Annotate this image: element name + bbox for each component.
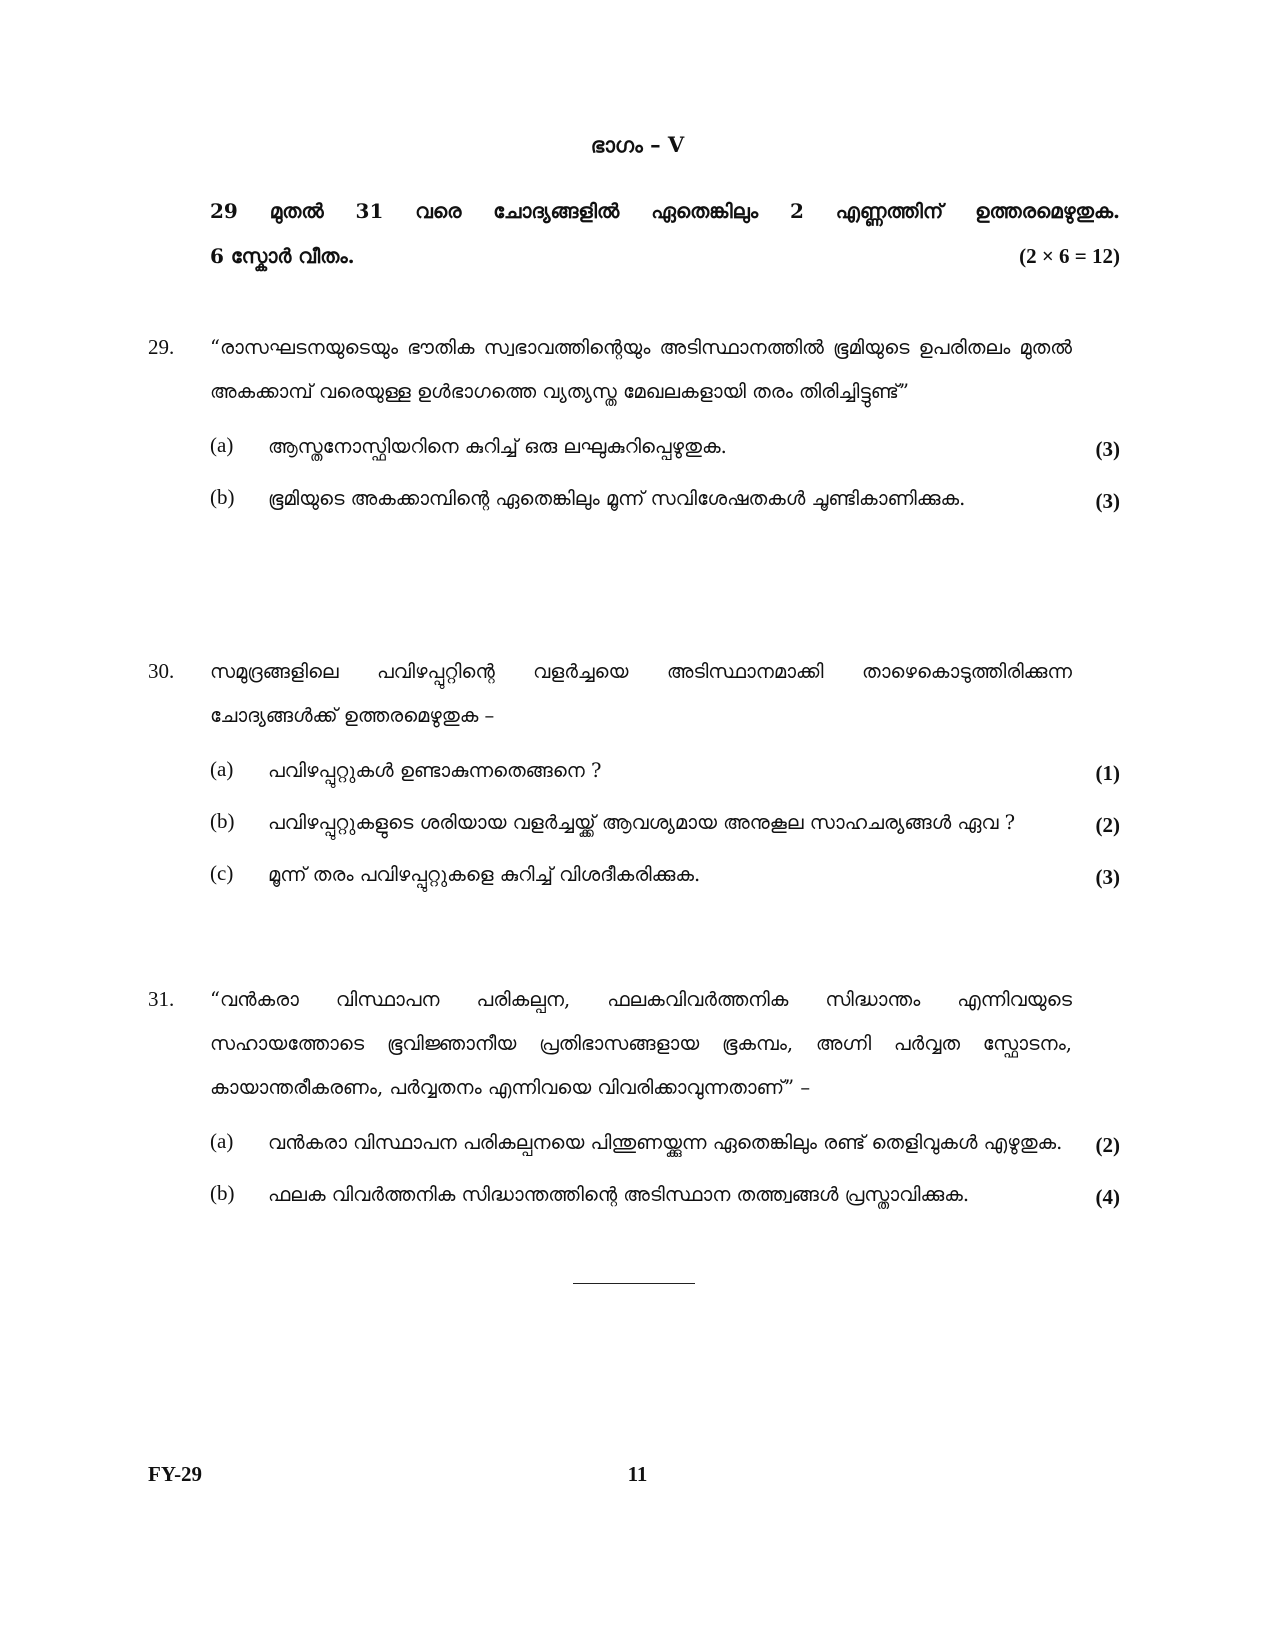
- subquestion-text: പവിഴപ്പുറ്റുകളുടെ ശരിയായ വളർച്ചയ്ക്ക് ആവശ്യമായ അനുകൂല സാഹചര്യങ്ങൾ ഏവ ?: [268, 811, 1016, 834]
- question-29: [148, 326, 1120, 522]
- question-text: “വൻകരാ വിസ്ഥാപന പരികല്പന, ഫലകവിവർത്തനിക സിദ്ധാന്തം എന്നിവയുടെ സഹായത്തോടെ ഭൂവിജ്ഞാനീയ പ്രതിഭാസങ്ങളായ ഭൂകമ്പം, അഗ്നി പർവ്വത സ്ഫോടനം, കായാന്തരീകരണം, പർവ്വതനം എന്നിവയെ വിവരിക്കാവുന്നതാണ്” –: [210, 988, 1072, 1099]
- subquestion-mark: (2): [1095, 1133, 1120, 1157]
- subquestion-text: മൂന്ന് തരം പവിഴപ്പുറ്റുകളെ കുറിച്ച് വിശദീകരിക്കുക.: [268, 863, 701, 886]
- subquestion-label: (a): [210, 433, 234, 457]
- subquestion-label: (a): [210, 757, 234, 781]
- subquestion: [210, 800, 1120, 846]
- subquestion-mark: (2): [1095, 813, 1120, 837]
- question-number: 30.: [148, 659, 175, 683]
- subquestion-text: വൻകരാ വിസ്ഥാപന പരികല്പനയെ പിന്തുണയ്ക്കുന്ന ഏതെങ്കിലും രണ്ട് തെളിവുകൾ എഴുതുക.: [268, 1131, 1063, 1154]
- subquestion-mark: (1): [1095, 761, 1120, 785]
- question-number: 31.: [148, 987, 175, 1011]
- question-text: “രാസഘടനയുടെയും ഭൗതിക സ്വഭാവത്തിന്റെയും അടിസ്ഥാനത്തിൽ ഭൂമിയുടെ ഉപരിതലം മുതൽ അകക്കാമ്പ് വരെയുള്ള ഉൾഭാഗത്തെ വ്യത്യസ്ത മേഖലകളായി തരം തിരിച്ചിട്ടുണ്ട്”: [210, 336, 1072, 403]
- page-number: 11: [627, 1462, 648, 1486]
- subquestion: [210, 1120, 1120, 1166]
- marks-total: (2 × 6 = 12): [1019, 244, 1120, 268]
- subquestion: [210, 476, 1120, 522]
- subquestion: [210, 1172, 1120, 1218]
- subquestion-label: (c): [210, 861, 234, 885]
- subquestion-label: (a): [210, 1129, 234, 1153]
- question-31: [148, 978, 1120, 1218]
- subquestion-text: പവിഴപ്പുറ്റുകൾ ഉണ്ടാകുന്നതെങ്ങനെ ?: [268, 759, 602, 782]
- section-title: ഭാഗം – V: [590, 132, 685, 157]
- question-text: സമുദ്രങ്ങളിലെ പവിഴപ്പുറ്റിന്റെ വളർച്ചയെ അടിസ്ഥാനമാക്കി താഴെകൊടുത്തിരിക്കുന്ന ചോദ്യങ്ങൾക്ക് ഉത്തരമെഴുതുക –: [210, 660, 1072, 727]
- score-each: 6 സ്കോർ വീതം.: [210, 244, 355, 268]
- question-number: 29.: [148, 335, 175, 359]
- subquestion-mark: (3): [1095, 437, 1120, 461]
- subquestion: [210, 424, 1120, 470]
- subquestion-text: ഫലക വിവർത്തനിക സിദ്ധാന്തത്തിന്റെ അടിസ്ഥാന തത്ത്വങ്ങൾ പ്രസ്താവിക്കുക.: [268, 1183, 970, 1206]
- question-30: [148, 650, 1120, 898]
- instruction-score-line: [210, 241, 1120, 271]
- subquestion-text: ഭൂമിയുടെ അകക്കാമ്പിന്റെ ഏതെങ്കിലും മൂന്ന് സവിശേഷതകൾ ചൂണ്ടികാണിക്കുക.: [268, 487, 966, 510]
- subquestion: [210, 748, 1120, 794]
- subquestion-mark: (3): [1095, 865, 1120, 889]
- subquestion-label: (b): [210, 1181, 235, 1205]
- end-divider: [573, 1283, 695, 1284]
- subquestion-label: (b): [210, 809, 235, 833]
- paper-code: FY-29: [148, 1462, 203, 1486]
- instruction-line: 29 മുതൽ 31 വരെ ചോദ്യങ്ങളിൽ ഏതെങ്കിലും 2 എണ്ണത്തിന് ഉത്തരമെഴുതുക.: [210, 199, 1120, 223]
- subquestion-mark: (4): [1095, 1185, 1120, 1209]
- subquestion-mark: (3): [1095, 489, 1120, 513]
- subquestion-text: ആസ്തനോസ്ഫിയറിനെ കുറിച്ച് ഒരു ലഘുകുറിപ്പെഴുതുക.: [268, 435, 727, 458]
- subquestion: [210, 852, 1120, 898]
- subquestion-label: (b): [210, 485, 235, 509]
